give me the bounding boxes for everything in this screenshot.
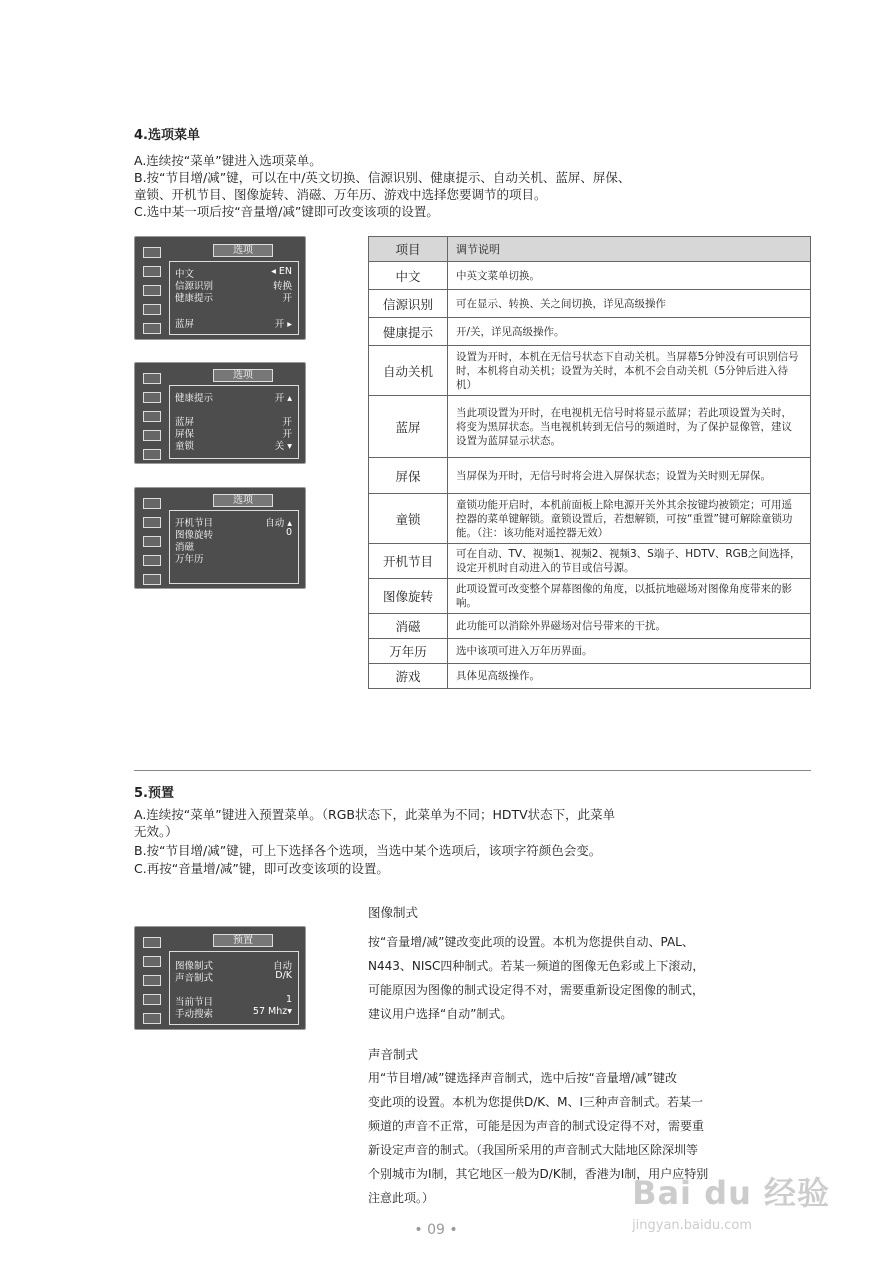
- table-cell-desc: 童锁功能开启时，本机前面板上除电源开关外其余按键均被锁定；可用遥控器的菜单键解锁。童锁设置后，若想解锁，可按“重置”键可解除童锁功能。（注：该功能对遥控器无效）: [448, 494, 811, 544]
- osd-item-value: 开: [282, 429, 292, 440]
- osd-item-label: 图像旋转: [175, 530, 214, 541]
- osd-title: 选项: [213, 244, 273, 257]
- table-row: [369, 318, 811, 346]
- osd-item-label: 健康提示: [175, 293, 214, 304]
- table-row: [369, 396, 811, 458]
- table-cell-item: 中文: [369, 262, 448, 290]
- table-cell-item: 童锁: [369, 494, 448, 544]
- osd-item-label: 开机节目: [175, 518, 214, 529]
- table-row: [369, 458, 811, 494]
- osd-item-value: 1: [285, 994, 292, 1005]
- osd-title: 预置: [213, 934, 273, 947]
- sound-mode-line: 注意此项。）: [368, 1191, 435, 1205]
- sound-mode-line: 个别城市为I制，其它地区一般为D/K制，香港为I制，用户应特别: [368, 1167, 709, 1181]
- osd-item-value: 57 Mhz▾: [252, 1006, 292, 1017]
- table-row: [369, 544, 811, 579]
- osd-item-value: 0: [285, 527, 292, 538]
- osd-item-label: 健康提示: [175, 393, 214, 404]
- section-5-title: 5.预置: [134, 786, 174, 801]
- osd-item-value: 自动 ▴: [265, 518, 292, 529]
- section-5-line: 无效。）: [134, 824, 178, 839]
- image-mode-title: 图像制式: [368, 905, 419, 920]
- table-header-row: [369, 237, 811, 262]
- table-row: [369, 614, 811, 639]
- table-cell-item: 屏保: [369, 458, 448, 494]
- osd-item-label: 图像制式: [175, 961, 214, 972]
- section-4-line: 童锁、开机节目、图像旋转、消磁、万年历、游戏中选择您要调节的项目。: [134, 187, 547, 202]
- baidu-jingyan-watermark: [632, 1168, 830, 1233]
- osd-menu-icons: [141, 937, 161, 1032]
- osd-item-label: 信源识别: [175, 281, 214, 292]
- sound-mode-line: 频道的声音不正常，可能是因为声音的制式设定得不对，需要重: [368, 1119, 705, 1133]
- sound-mode-line: 新设定声音的制式。（我国所采用的声音制式大陆地区除深圳等: [368, 1143, 699, 1157]
- osd-title: 选项: [213, 369, 273, 382]
- osd-item-label: 手动搜索: [175, 1009, 214, 1020]
- table-cell-desc: 设置为开时，本机在无信号状态下自动关机。当屏幕5分钟没有可识别信号时，本机将自动关机；设置为关时，本机不会自动关机（5分钟后进入待机）: [448, 346, 811, 396]
- sound-mode-line: 变此项的设置。本机为您提供D/K、M、I三种声音制式。若某一: [368, 1095, 704, 1109]
- section-4-line: A.连续按“菜单”键进入选项菜单。: [134, 153, 322, 168]
- osd-item-label: 屏保: [175, 429, 195, 440]
- table-cell-item: 图像旋转: [369, 579, 448, 614]
- osd-item-label: 消磁: [175, 542, 195, 553]
- osd-item-label: 当前节目: [175, 997, 214, 1008]
- watermark-url: jingyan.baidu.com: [632, 1218, 753, 1233]
- table-cell-item: 消磁: [369, 614, 448, 639]
- table-cell-desc: 当此项设置为开时，在电视机无信号时将显示蓝屏；若此项设置为关时，将变为黑屏状态。当电视机转到无信号的频道时，为了保护显像管，建议设置为蓝屏显示状态。: [448, 396, 811, 458]
- osd-body: [169, 951, 299, 1025]
- table-cell-desc: 此功能可以消除外界磁场对信号带来的干扰。: [448, 614, 811, 639]
- osd-title: 选项: [213, 494, 273, 507]
- table-header-cell: 调节说明: [448, 237, 811, 262]
- table-header-cell: 项目: [369, 237, 448, 262]
- section-4-line: B.按“节目增/减”键，可以在中/英文切换、信源识别、健康提示、自动关机、蓝屏、屏保、: [134, 170, 631, 185]
- osd-preset-screen: [134, 926, 306, 1030]
- section-4-line: C.选中某一项后按“音量增/减”键即可改变该项的设置。: [134, 204, 439, 219]
- table-cell-item: 蓝屏: [369, 396, 448, 458]
- table-cell-item: 开机节目: [369, 544, 448, 579]
- section-4-title: 4.选项菜单: [134, 128, 200, 143]
- table-cell-desc: 此项设置可改变整个屏幕图像的角度，以抵抗地磁场对图像角度带来的影响。: [448, 579, 811, 614]
- table-row: [369, 579, 811, 614]
- table-cell-desc: 可在显示、转换、关之间切换，详见高级操作: [448, 290, 811, 318]
- page-number: • 09 •: [414, 1222, 458, 1238]
- section-5-line: A.连续按“菜单”键进入预置菜单。（RGB状态下，此菜单为不同；HDTV状态下，此菜单: [134, 807, 616, 822]
- osd-menu-icons: [141, 498, 161, 593]
- osd-item-value: 转换: [272, 281, 292, 292]
- table-cell-item: 万年历: [369, 639, 448, 664]
- table-cell-desc: 选中该项可进入万年历界面。: [448, 639, 811, 664]
- osd-item-value: ◂ EN: [271, 266, 292, 277]
- osd-item-value: 开 ▴: [274, 393, 292, 404]
- table-row: [369, 494, 811, 544]
- section-5-line: C.再按“音量增/减”键，即可改变该项的设置。: [134, 861, 389, 876]
- table-row: [369, 346, 811, 396]
- sound-mode-title: 声音制式: [368, 1047, 419, 1062]
- osd-item-value: 开: [282, 417, 292, 428]
- osd-options-screen-2: [134, 362, 306, 464]
- table-row: [369, 664, 811, 689]
- osd-item-label: 蓝屏: [175, 417, 195, 428]
- table-cell-desc: 具体见高级操作。: [448, 664, 811, 689]
- section-divider: [134, 770, 811, 771]
- osd-body: [169, 261, 299, 335]
- table-row: [369, 262, 811, 290]
- osd-menu-icons: [141, 247, 161, 342]
- table-row: [369, 290, 811, 318]
- table-cell-desc: 中英文菜单切换。: [448, 262, 811, 290]
- osd-body: [169, 510, 299, 584]
- osd-item-label: 声音制式: [175, 973, 214, 984]
- table-cell-item: 自动关机: [369, 346, 448, 396]
- image-mode-line: 建议用户选择“自动”制式。: [368, 1007, 513, 1021]
- table-row: [369, 639, 811, 664]
- table-cell-desc: 开/关，详见高级操作。: [448, 318, 811, 346]
- table-cell-item: 健康提示: [369, 318, 448, 346]
- image-mode-line: 按“音量增/减”键改变此项的设置。本机为您提供自动、PAL、: [368, 935, 694, 949]
- osd-item-value: 自动: [272, 961, 292, 972]
- options-table: [368, 236, 811, 689]
- osd-item-label: 中文: [175, 269, 195, 280]
- osd-item-label: 童锁: [175, 441, 195, 452]
- image-mode-line: N443、NISC四种制式。若某一频道的图像无色彩或上下滚动，: [368, 959, 705, 973]
- osd-item-label: 蓝屏: [175, 319, 195, 330]
- osd-item-label: 万年历: [175, 554, 204, 565]
- osd-item-value: 开: [282, 293, 292, 304]
- watermark-logo: Bai du 经验: [632, 1174, 830, 1212]
- osd-item-value: 关 ▾: [274, 441, 292, 452]
- table-cell-desc: 当屏保为开时，无信号时将会进入屏保状态；设置为关时则无屏保。: [448, 458, 811, 494]
- osd-menu-icons: [141, 373, 161, 468]
- osd-options-screen-1: [134, 236, 306, 340]
- sound-mode-line: 用“节目增/减”键选择声音制式，选中后按“音量增/减”键改: [368, 1071, 677, 1085]
- section-5-line: B.按“节目增/减”键，可上下选择各个选项，当选中某个选项后，该项字符颜色会变。: [134, 843, 602, 858]
- table-cell-item: 游戏: [369, 664, 448, 689]
- image-mode-line: 可能原因为图像的制式设定得不对，需要重新设定图像的制式，: [368, 983, 705, 997]
- osd-item-value: 开 ▸: [274, 319, 292, 330]
- osd-body: [169, 385, 299, 459]
- osd-options-screen-3: [134, 487, 306, 589]
- table-cell-item: 信源识别: [369, 290, 448, 318]
- osd-item-value: D/K: [275, 970, 292, 981]
- table-cell-desc: 可在自动、TV、视频1、视频2、视频3、S端子、HDTV、RGB之间选择，设定开机时自动进入的节目或信号源。: [448, 544, 811, 579]
